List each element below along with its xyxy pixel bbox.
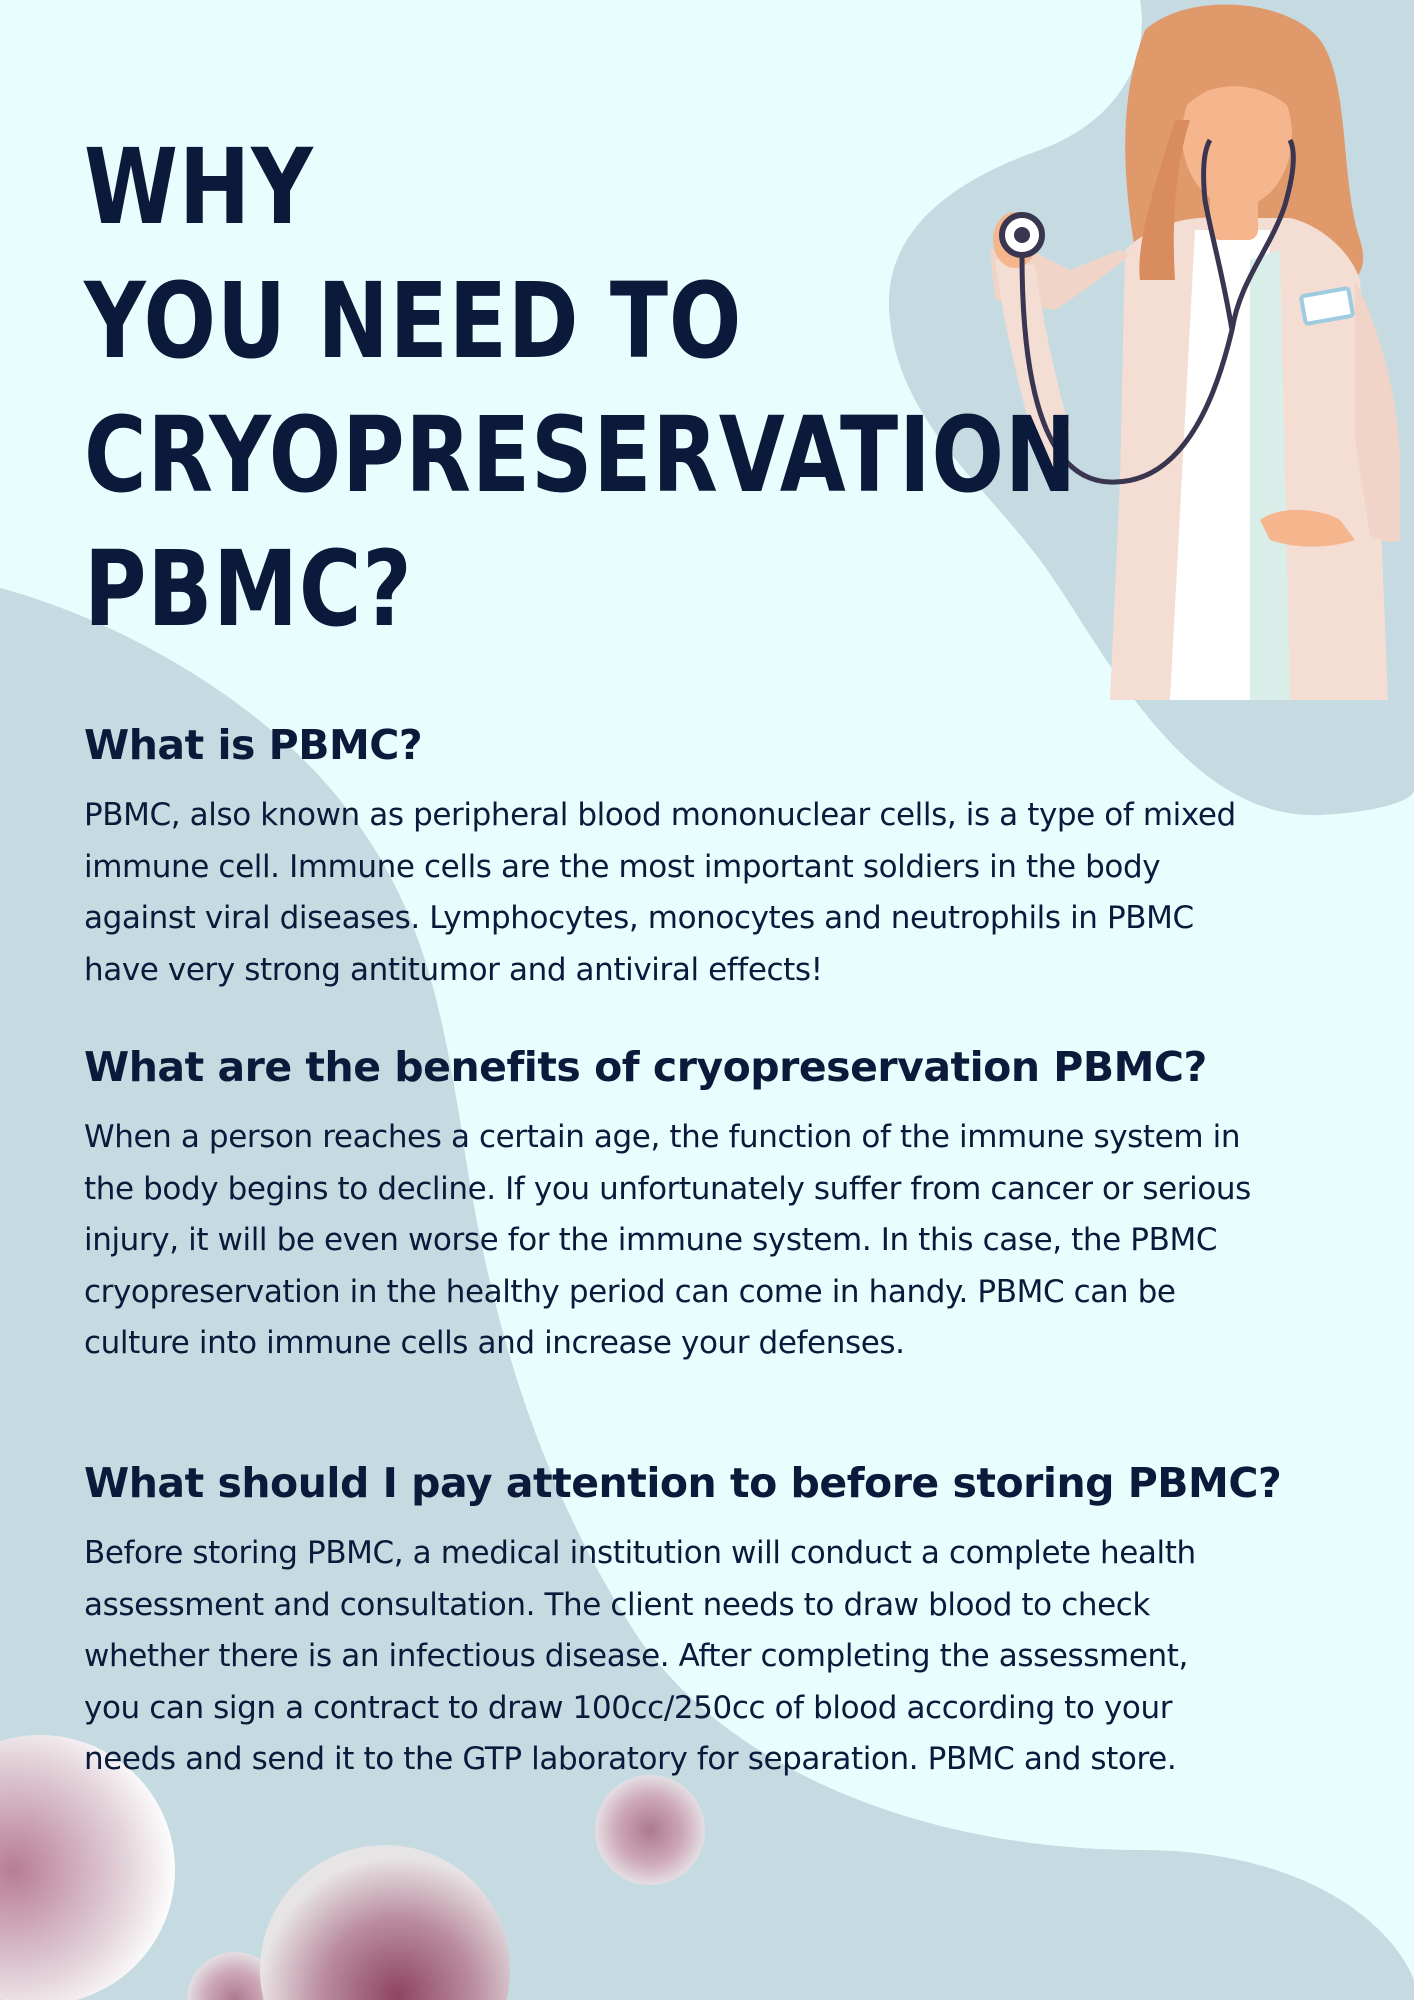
title-line-4: PBMC?	[84, 528, 413, 650]
section-attention	[84, 1456, 1374, 1786]
section-body: PBMC, also known as peripheral blood mononuclear cells, is a type of mixed immune cell. Immune cells are the most important soldiers in the body against viral diseases. Lymphocytes, monocytes and neutrophils in PBMC have very strong antitumor and antiviral effects!	[84, 797, 1236, 988]
section-heading: What should I pay attention to before storing PBMC?	[84, 1459, 1282, 1507]
section-body: When a person reaches a certain age, the function of the immune system in the body begins to decline. If you unfortunately suffer from cancer or serious injury, it will be even worse for the immune system. In this case, the PBMC cryopreservation in the healthy period can come in handy. PBMC can be culture into immune cells and increase your defenses.	[84, 1119, 1251, 1361]
cell-floating	[595, 1775, 705, 1885]
section-heading: What are the benefits of cryopreservation PBMC?	[84, 1043, 1207, 1091]
section-benefits	[84, 1040, 1374, 1370]
section-body: Before storing PBMC, a medical institution will conduct a complete health assessment and consultation. The client needs to draw blood to check whether there is an infectious disease. After completing the assessment, you can sign a contract to draw 100cc/250cc of blood according to your needs and send it to the GTP laboratory for separation. PBMC and store.	[84, 1535, 1196, 1777]
title-block	[84, 120, 1384, 656]
section-what-is-pbmc	[84, 718, 1374, 996]
section-heading: What is PBMC?	[84, 721, 423, 769]
title-line-1: WHY	[84, 126, 314, 248]
title-line-3: CRYOPRESERVATION	[84, 394, 1078, 516]
cell-bottom-medium	[260, 1845, 510, 2000]
title-line-2: YOU NEED TO	[84, 260, 743, 382]
page-title	[84, 120, 1150, 656]
